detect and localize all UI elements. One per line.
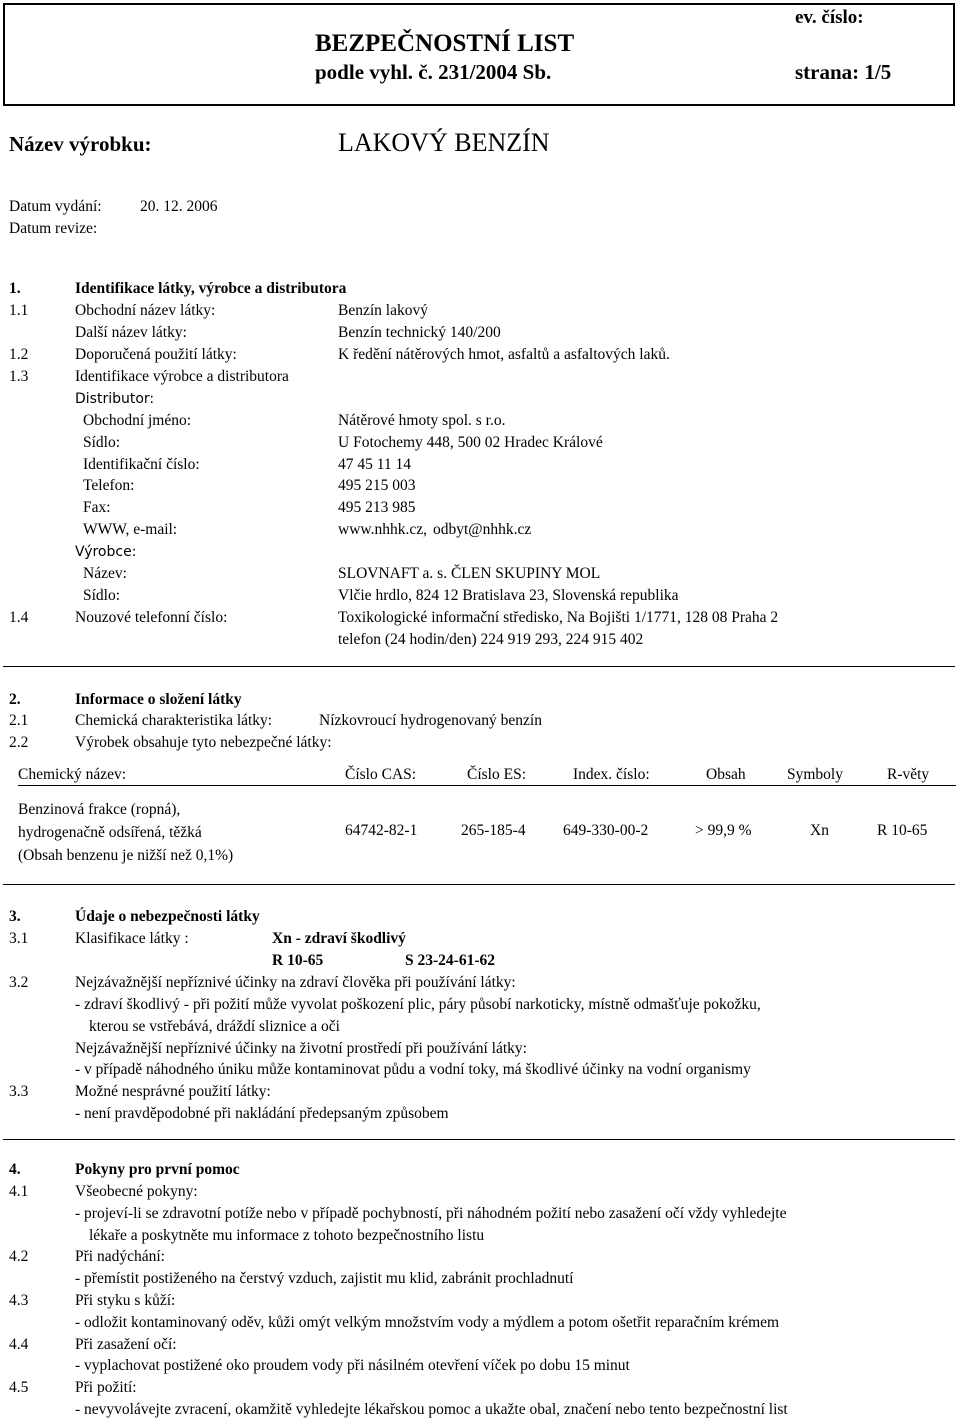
issue-date-label: Datum vydání: (9, 198, 102, 215)
section-divider (3, 884, 955, 885)
other-name-label: Další název látky: (75, 324, 187, 341)
section-divider (3, 1139, 955, 1140)
section-3-number: 3. (9, 908, 21, 925)
distributor-id-label: Identifikační číslo: (83, 456, 200, 473)
chemical-characteristic-label: Chemická charakteristika látky: (75, 712, 273, 729)
issue-date-value: 20. 12. 2006 (140, 198, 218, 215)
table-header-chemical-name: Chemický název: (18, 766, 127, 783)
section-2-number: 2. (9, 691, 21, 708)
distributor-web-label: WWW, e-mail: (83, 521, 178, 538)
distributor-phone-label: Telefon: (83, 477, 135, 494)
distributor-fax-value: 495 213 985 (338, 499, 416, 516)
other-name-value: Benzín technický 140/200 (338, 324, 501, 341)
distributor-fax-label: Fax: (83, 499, 111, 516)
section-divider (3, 666, 955, 667)
skin-contact-item: - odložit kontaminovaný oděv, kůži omýt velkým množstvím vody a mýdlem a potom ošetřit reparačním krémem (75, 1314, 780, 1331)
producer-heading: Výrobce: (75, 544, 137, 560)
regulation-subtitle: podle vyhl. č. 231/2004 Sb. (315, 60, 552, 84)
section-2-title: Informace o složení látky (75, 691, 242, 708)
substance-r-phrases: R 10-65 (877, 822, 928, 839)
table-header-es: Číslo ES: (467, 766, 527, 783)
general-instructions-label: Všeobecné pokyny: (75, 1183, 198, 1200)
distributor-seat-label: Sídlo: (83, 434, 121, 451)
classification-value: Xn - zdraví škodlivý (272, 930, 406, 947)
table-header-symbols: Symboly (787, 766, 843, 783)
producer-name-value: SLOVNAFT a. s. ČLEN SKUPINY MOL (338, 565, 601, 582)
emergency-phone-label: Nouzové telefonní číslo: (75, 609, 228, 626)
classification-r-phrases: R 10-65 (272, 952, 324, 969)
distributor-website-link[interactable]: www.nhhk.cz, (338, 521, 427, 538)
row-3-3-number: 3.3 (9, 1083, 29, 1100)
substance-index: 649-330-00-2 (563, 822, 649, 839)
environment-effects-label: Nejzávažnější nepříznivé účinky na životní prostředí při používání látky: (75, 1040, 527, 1057)
substance-cas: 64742-82-1 (345, 822, 418, 839)
row-2-1-number: 2.1 (9, 712, 29, 729)
identification-label: Identifikace výrobce a distributora (75, 368, 289, 385)
chemical-characteristic-value: Nízkovroucí hydrogenovaný benzín (319, 712, 542, 729)
row-4-4-number: 4.4 (9, 1336, 29, 1353)
producer-name-label: Název: (83, 565, 127, 582)
table-header-content: Obsah (706, 766, 746, 783)
substance-content: > 99,9 % (695, 822, 752, 839)
misuse-label: Možné nesprávné použití látky: (75, 1083, 271, 1100)
distributor-name-value: Nátěrové hmoty spol. s r.o. (338, 412, 506, 429)
distributor-seat-value: U Fotochemy 448, 500 02 Hradec Králové (338, 434, 603, 451)
general-instructions-item: - projeví-li se zdravotní potíže nebo v případě pochybností, při náhodném požití nebo zasažení očí vždy vyhledejte (75, 1205, 787, 1222)
evidence-number-label: ev. číslo: (795, 7, 864, 28)
eye-contact-item: - vyplachovat postižené oko proudem vody při násilném otevření víček po dobu 15 minut (75, 1357, 630, 1374)
recommended-use-value: K ředění nátěrových hmot, asfaltů a asfaltových laků. (338, 346, 670, 363)
ingestion-label: Při požití: (75, 1379, 137, 1396)
environment-effects-item: - v případě náhodného úniku může kontaminovat půdu a vodní toky, má škodlivé účinky na vodní organismy (75, 1061, 751, 1078)
recommended-use-label: Doporučená použití látky: (75, 346, 237, 363)
distributor-email-link[interactable]: odbyt@nhhk.cz (433, 521, 532, 538)
row-2-2-number: 2.2 (9, 734, 29, 751)
distributor-id-value: 47 45 11 14 (338, 456, 412, 473)
row-1-1-number: 1.1 (9, 302, 29, 319)
row-4-5-number: 4.5 (9, 1379, 29, 1396)
distributor-heading: Distributor: (75, 391, 155, 407)
revision-date-label: Datum revize: (9, 220, 98, 237)
table-header-r-phrases: R-věty (887, 766, 930, 783)
distributor-phone-value: 495 215 003 (338, 477, 416, 494)
table-header-index: Index. číslo: (573, 766, 650, 783)
health-effects-label: Nejzávažnější nepříznivé účinky na zdraví člověka při používání látky: (75, 974, 516, 991)
row-3-1-number: 3.1 (9, 930, 29, 947)
table-header-cas: Číslo CAS: (345, 766, 417, 783)
classification-s-phrases: S 23-24-61-62 (405, 952, 495, 969)
product-name-label: Název výrobku: (9, 132, 152, 156)
substance-name-line3: (Obsah benzenu je nižší než 0,1%) (18, 847, 234, 864)
section-1-number: 1. (9, 280, 21, 297)
section-4-number: 4. (9, 1161, 21, 1178)
section-3-title: Údaje o nebezpečnosti látky (75, 908, 260, 925)
emergency-phone-value: Toxikologické informační středisko, Na Bojišti 1/1771, 128 08 Praha 2 (338, 609, 779, 626)
producer-seat-label: Sídlo: (83, 587, 121, 604)
section-1-title: Identifikace látky, výrobce a distributora (75, 280, 347, 297)
substance-name-line1: Benzinová frakce (ropná), (18, 801, 181, 818)
trade-name-label: Obchodní název látky: (75, 302, 216, 319)
row-1-2-number: 1.2 (9, 346, 29, 363)
producer-seat-value: Vlčie hrdlo, 824 12 Bratislava 23, Slovenská republika (338, 587, 679, 604)
row-4-2-number: 4.2 (9, 1248, 29, 1265)
health-effects-item: - zdraví škodlivý - při požití může vyvolat poškození plic, páry působí narkoticky, místně odmašťuje pokožku, (75, 996, 761, 1013)
row-1-4-number: 1.4 (9, 609, 29, 626)
row-3-2-number: 3.2 (9, 974, 29, 991)
ingestion-item: - nevyvolávejte zvracení, okamžitě vyhledejte lékařskou pomoc a ukažte obal, značení nebo tento bezpečnostní list (75, 1401, 788, 1418)
distributor-name-label: Obchodní jméno: (83, 412, 192, 429)
hazardous-substances-label: Výrobek obsahuje tyto nebezpečné látky: (75, 734, 332, 751)
table-header-underline (18, 785, 956, 786)
substance-symbol: Xn (810, 822, 829, 839)
document-title: BEZPEČNOSTNÍ LIST (315, 30, 575, 57)
eye-contact-label: Při zasažení očí: (75, 1336, 177, 1353)
skin-contact-label: Při styku s kůží: (75, 1292, 176, 1309)
row-4-1-number: 4.1 (9, 1183, 29, 1200)
substance-es: 265-185-4 (461, 822, 526, 839)
row-4-3-number: 4.3 (9, 1292, 29, 1309)
product-name: LAKOVÝ BENZÍN (338, 128, 550, 157)
general-instructions-item-cont: lékaře a poskytněte mu informace z tohoto bezpečnostního listu (89, 1227, 485, 1244)
misuse-item: - není pravděpodobné při nakládání předepsaným způsobem (75, 1105, 449, 1122)
substance-name-line2: hydrogenačně odsířená, těžká (18, 824, 202, 841)
trade-name-value: Benzín lakový (338, 302, 428, 319)
row-1-3-number: 1.3 (9, 368, 29, 385)
inhalation-label: Při nadýchání: (75, 1248, 165, 1265)
section-4-title: Pokyny pro první pomoc (75, 1161, 240, 1178)
page-number: strana: 1/5 (795, 60, 892, 84)
inhalation-item: - přemístit postiženého na čerstvý vzduch, zajistit mu klid, zabránit prochladnutí (75, 1270, 574, 1287)
emergency-phone-value-line2: telefon (24 hodin/den) 224 919 293, 224 915 402 (338, 631, 644, 648)
classification-label: Klasifikace látky : (75, 930, 189, 947)
health-effects-item-cont: kterou se vstřebává, dráždí sliznice a oči (89, 1018, 340, 1035)
